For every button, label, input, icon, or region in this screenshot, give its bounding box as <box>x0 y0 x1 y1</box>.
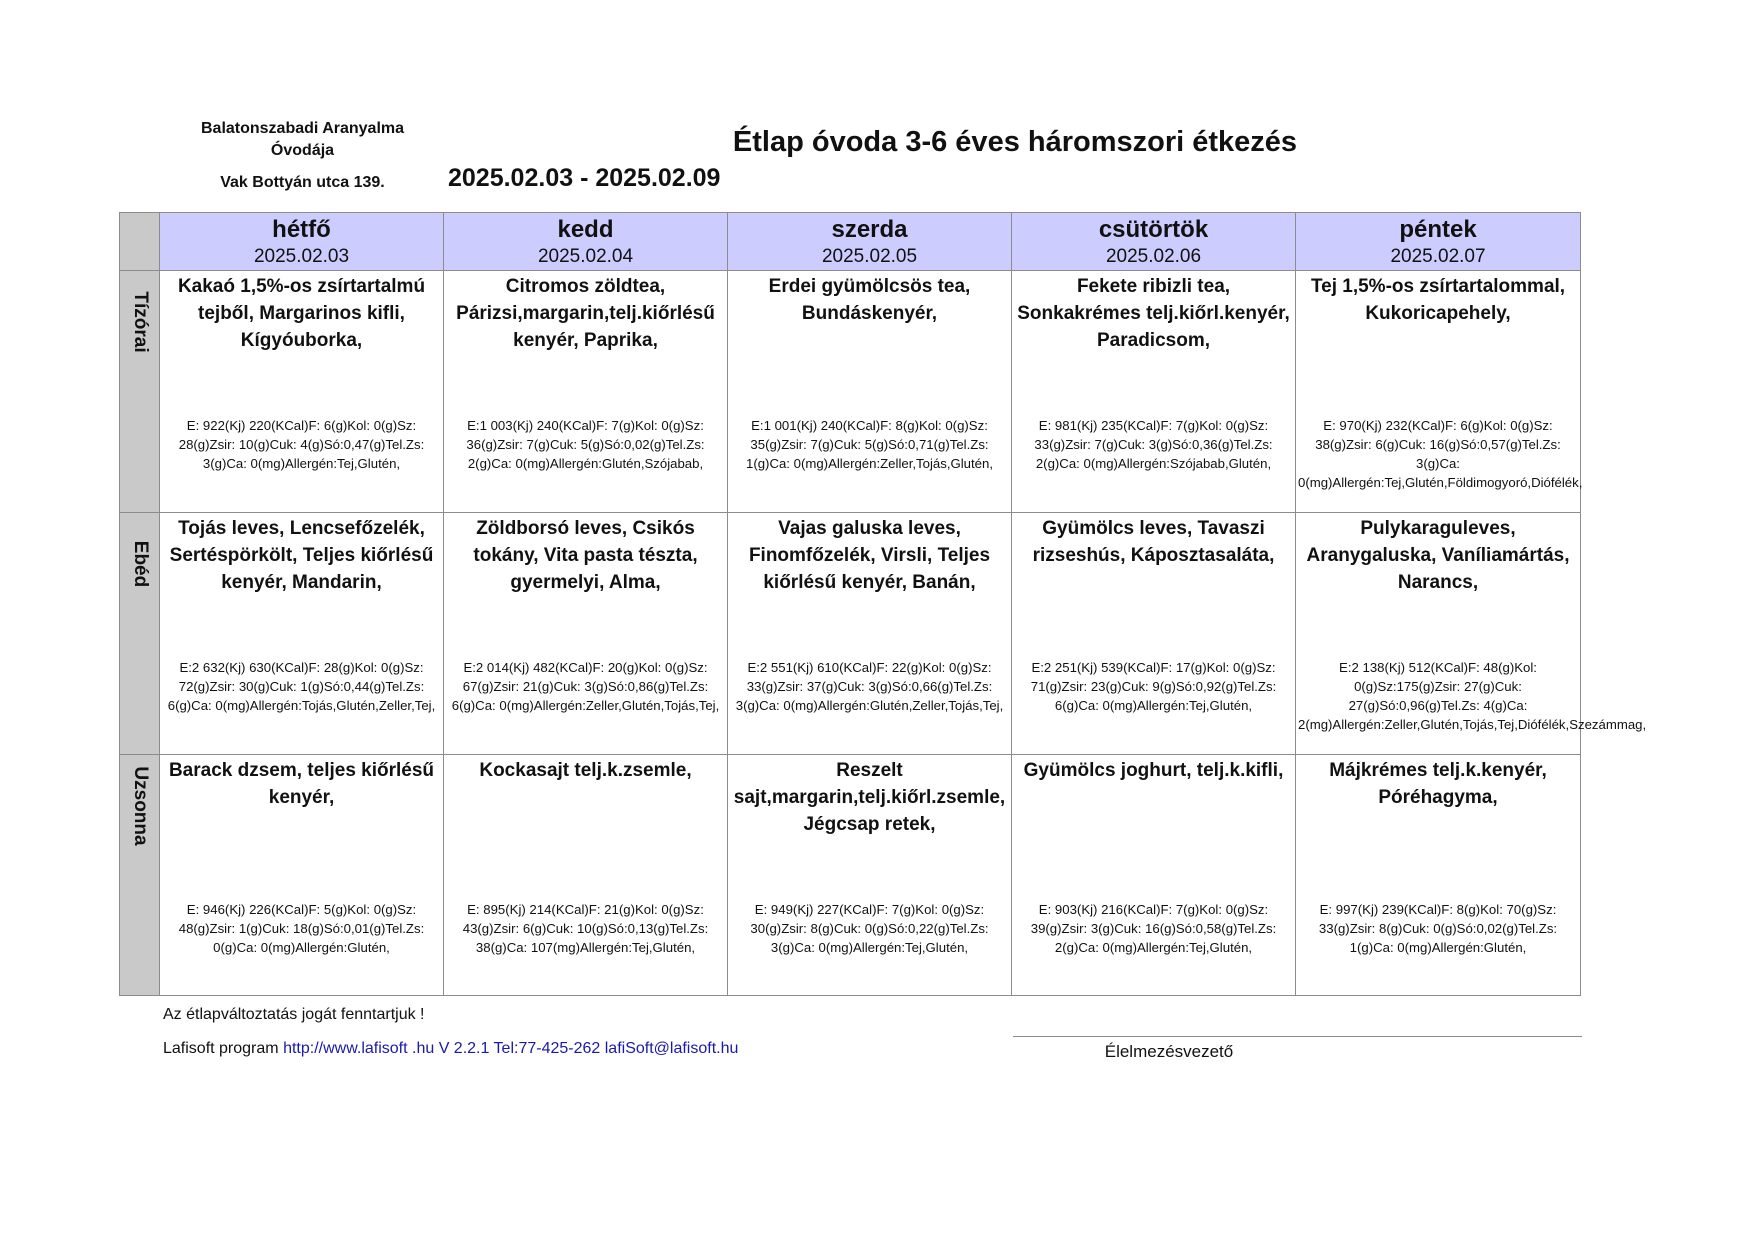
day-name: péntek <box>1399 216 1477 243</box>
dish-text: Fekete ribizli tea, Sonkakrémes telj.kiőrl.kenyér, Paradicsom, <box>1017 276 1290 351</box>
day-name: szerda <box>831 216 908 243</box>
dish-text: Reszelt sajt,margarin,telj.kiőrl.zsemle, Jégcsap retek, <box>733 760 1006 835</box>
day-header-tuesday <box>444 213 728 271</box>
menu-cell <box>728 755 1012 995</box>
dish-text: Zöldborsó leves, Csikós tokány, Vita pasta tészta, gyermelyi, Alma, <box>473 518 698 593</box>
dish-text: Pulykaraguleves, Aranygaluska, Vaníliamártás, Narancs, <box>1306 518 1570 593</box>
day-date: 2025.02.07 <box>1390 246 1486 267</box>
dish-text: Kakaó 1,5%-os zsírtartalmú tejből, Margarinos kifli, Kígyóuborka, <box>177 276 426 351</box>
menu-cell <box>444 271 728 513</box>
nutrition-info: E:1 003(Kj) 240(KCal)F: 7(g)Kol: 0(g)Sz: 36(g)Zsir: 7(g)Cuk: 5(g)Só:0,02(g)Tel.Zs: 2(g)Ca: 0(mg)Allergén:Glutén,Szójabab, <box>466 418 705 471</box>
menu-cell <box>1012 513 1296 755</box>
day-date: 2025.02.04 <box>537 246 634 267</box>
table-corner <box>120 213 160 271</box>
menu-cell <box>1296 271 1583 513</box>
meal-label-tizorai <box>120 271 160 513</box>
nutrition-info: E:2 014(Kj) 482(KCal)F: 20(g)Kol: 0(g)Sz: 67(g)Zsir: 21(g)Cuk: 3(g)Só:0,86(g)Tel.Zs: 6(g)Ca: 0(mg)Allergén:Zeller,Glutén,Tojás,Tej, <box>451 660 720 713</box>
menu-cell <box>160 271 444 513</box>
menu-cell <box>1296 755 1580 995</box>
footer-program <box>163 1040 738 1058</box>
nutrition-info: E: 946(Kj) 226(KCal)F: 5(g)Kol: 0(g)Sz: 48(g)Zsir: 1(g)Cuk: 18(g)Só:0,01(g)Tel.Zs: 0(g)Ca: 0(mg)Allergén:Glutén, <box>178 902 425 955</box>
nutrition-info: E:2 251(Kj) 539(KCal)F: 17(g)Kol: 0(g)Sz: 71(g)Zsir: 23(g)Cuk: 9(g)Só:0,92(g)Tel.Zs: 6(g)Ca: 0(mg)Allergén:Tej,Glutén, <box>1030 660 1277 713</box>
dish-text: Májkrémes telj.k.kenyér, Póréhagyma, <box>1329 760 1547 808</box>
day-header-friday <box>1296 213 1580 271</box>
program-prefix: Lafisoft program <box>163 1040 279 1057</box>
day-name: csütörtök <box>1098 216 1209 243</box>
menu-table <box>119 212 1647 996</box>
day-header-monday <box>160 213 444 271</box>
dish-text: Kockasajt telj.k.zsemle, <box>479 760 692 781</box>
dish-text: Vajas galuska leves, Finomfőzelék, Virsli, Teljes kiőrlésű kenyér, Banán, <box>748 518 991 593</box>
day-date: 2025.02.06 <box>1105 246 1202 267</box>
nutrition-info: E:2 551(Kj) 610(KCal)F: 22(g)Kol: 0(g)Sz: 33(g)Zsir: 37(g)Cuk: 3(g)Só:0,66(g)Tel.Zs: 3(g)Ca: 0(mg)Allergén:Glutén,Zeller,Tojás,Tej, <box>735 660 1004 713</box>
nutrition-info: E: 903(Kj) 216(KCal)F: 7(g)Kol: 0(g)Sz: 39(g)Zsir: 3(g)Cuk: 16(g)Só:0,58(g)Tel.Zs: 2(g)Ca: 0(mg)Allergén:Tej,Glutén, <box>1030 902 1277 955</box>
signature-line <box>1013 1036 1582 1037</box>
nutrition-info: E:1 001(Kj) 240(KCal)F: 8(g)Kol: 0(g)Sz: 35(g)Zsir: 7(g)Cuk: 5(g)Só:0,71(g)Tel.Zs: 1(g)Ca: 0(mg)Allergén:Zeller,Tojás,Glutén, <box>746 418 993 471</box>
dish-text: Tojás leves, Lencsefőzelék, Sertéspörkölt, Teljes kiőrlésű kenyér, Mandarin, <box>169 518 434 593</box>
menu-cell <box>728 513 1012 755</box>
dish-text: Citromos zöldtea, Párizsi,margarin,telj.kiőrlésű kenyér, Paprika, <box>456 276 715 351</box>
dish-text: Erdei gyümölcsös tea, Bundáskenyér, <box>768 276 971 324</box>
menu-cell <box>728 271 1012 513</box>
nutrition-info: E: 949(Kj) 227(KCal)F: 7(g)Kol: 0(g)Sz: 30(g)Zsir: 8(g)Cuk: 0(g)Só:0,22(g)Tel.Zs: 3(g)Ca: 0(mg)Allergén:Tej,Glutén, <box>750 902 989 955</box>
meal-label-text: Ebéd <box>129 540 151 588</box>
dish-text: Gyümölcs leves, Tavaszi rizseshús, Káposztasaláta, <box>1032 518 1275 566</box>
menu-cell <box>444 755 728 995</box>
day-name: hétfő <box>272 216 331 243</box>
meal-label-ebed <box>120 513 160 755</box>
dish-text: Barack dzsem, teljes kiőrlésű kenyér, <box>168 760 435 808</box>
nutrition-info: E: 981(Kj) 235(KCal)F: 7(g)Kol: 0(g)Sz: 33(g)Zsir: 7(g)Cuk: 3(g)Só:0,36(g)Tel.Zs: 2(g)Ca: 0(mg)Allergén:Szójabab,Glutén, <box>1034 418 1273 471</box>
day-header-wednesday <box>728 213 1012 271</box>
dish-text: Gyümölcs joghurt, telj.k.kifli, <box>1023 760 1284 781</box>
nutrition-info: E: 970(Kj) 232(KCal)F: 6(g)Kol: 0(g)Sz: 38(g)Zsir: 6(g)Cuk: 16(g)Só:0,57(g)Tel.Zs: 3(g)Ca: 0(mg)Allergén:Tej,Glutén,Földimogyoró,Diófélék, <box>1298 418 1583 490</box>
menu-cell <box>160 755 444 995</box>
menu-cell <box>1012 755 1296 995</box>
dish-text: Tej 1,5%-os zsírtartalommal, Kukoricapehely, <box>1310 276 1566 324</box>
day-date: 2025.02.05 <box>821 246 918 267</box>
nutrition-info: E: 895(Kj) 214(KCal)F: 21(g)Kol: 0(g)Sz: 43(g)Zsir: 6(g)Cuk: 10(g)Só:0,13(g)Tel.Zs: 38(g)Ca: 107(mg)Allergén:Tej,Glutén, <box>462 902 709 955</box>
menu-cell <box>160 513 444 755</box>
nutrition-info: E:2 138(Kj) 512(KCal)F: 48(g)Kol: 0(g)Sz:175(g)Zsir: 27(g)Cuk: 27(g)Só:0,96(g)Tel.Zs: 4(g)Ca: 2(mg)Allergén:Zeller,Glutén,Tojás,Tej,Diófélék,Szezámmag, <box>1298 660 1647 732</box>
day-header-thursday <box>1012 213 1296 271</box>
menu-cell <box>1296 513 1647 755</box>
menu-cell <box>444 513 728 755</box>
signature-label: Élelmezésvezető <box>1104 1042 1234 1061</box>
day-date: 2025.02.03 <box>253 246 350 267</box>
nutrition-info: E:2 632(Kj) 630(KCal)F: 28(g)Kol: 0(g)Sz: 72(g)Zsir: 30(g)Cuk: 1(g)Só:0,44(g)Tel.Zs: 6(g)Ca: 0(mg)Allergén:Tojás,Glutén,Zeller,Tej, <box>167 660 436 713</box>
nutrition-info: E: 922(Kj) 220(KCal)F: 6(g)Kol: 0(g)Sz: 28(g)Zsir: 10(g)Cuk: 4(g)Só:0,47(g)Tel.Zs: 3(g)Ca: 0(mg)Allergén:Tej,Glutén, <box>178 418 425 471</box>
meal-label-text: Tízórai <box>129 291 151 353</box>
footer-note: Az étlapváltoztatás jogát fenntartjuk ! <box>163 1006 425 1023</box>
page-title: Étlap óvoda 3-6 éves háromszori étkezés <box>732 126 1298 158</box>
meal-label-text: Uzsonna <box>129 766 151 846</box>
day-name: kedd <box>557 216 614 243</box>
institution-address: Vak Bottyán utca 139. <box>220 174 385 191</box>
nutrition-info: E: 997(Kj) 239(KCal)F: 8(g)Kol: 70(g)Sz: 33(g)Zsir: 8(g)Cuk: 0(g)Só:0,02(g)Tel.Zs: 1(g)Ca: 0(mg)Allergén:Glutén, <box>1318 902 1558 955</box>
program-link[interactable]: http://www.lafisoft .hu V 2.2.1 Tel:77-425-262 lafiSoft@lafisoft.hu <box>283 1040 739 1057</box>
date-range: 2025.02.03 - 2025.02.09 <box>448 164 721 192</box>
menu-cell <box>1012 271 1296 513</box>
meal-label-uzsonna <box>120 755 160 995</box>
institution-name: Balatonszabadi Aranyalma Óvodája <box>200 120 405 159</box>
